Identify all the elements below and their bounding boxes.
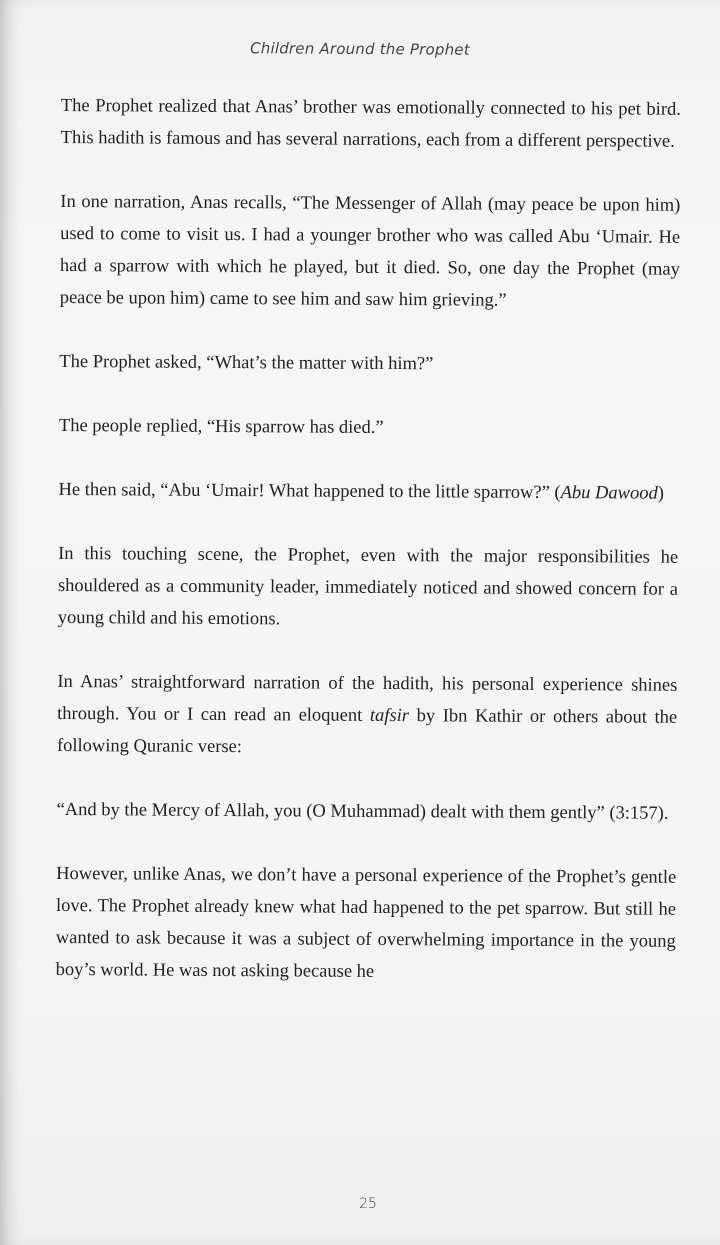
page-number: 25 <box>359 1196 377 1212</box>
running-head: Children Around the Prophet <box>250 39 470 59</box>
paragraph-6: In this touching scene, the Prophet, even with the major responsibilities he shouldered as a community leader, immediately noticed and showed concern for a young child and his emotions. <box>57 543 679 630</box>
paragraph-4: The people replied, “His sparrow has died.” <box>58 415 384 438</box>
paragraph-2: In one narration, Anas recalls, “The Messenger of Allah (may peace be upon him) used to come to visit us. I had a younger brother who was called Abu ‘Umair. He had a sparrow with which he played, but it died. So, one day the Prophet (may peace be upon him) came to see him and saw him grieving.” <box>59 191 681 311</box>
gutter-mark-top <box>0 60 6 70</box>
paragraph-5-text: He then said, “Abu ‘Umair! What happened to the little sparrow?” ( <box>58 479 561 504</box>
paragraph-5 <box>58 474 678 510</box>
citation-abu-dawood: Abu Dawood <box>560 483 658 504</box>
paragraph-7-after: by Ibn Kathir or others about the following Quranic verse: <box>56 706 678 758</box>
term-tafsir: tafsir <box>369 705 410 727</box>
page-body <box>55 90 681 1022</box>
paragraph-9: However, unlike Anas, we don’t have a personal experience of the Prophet’s gentle love. The Prophet already knew what had happened to the pet sparrow. But still he wanted to ask because it was a subject of overwhelming importance in the young boy’s world. He was not asking because he <box>55 863 677 982</box>
paragraph-5-close: ) <box>657 483 664 504</box>
paragraph-3: The Prophet asked, “What’s the matter with him?” <box>59 351 434 375</box>
paragraph-1: The Prophet realized that Anas’ brother was emotionally connected to his pet bird. This hadith is famous and has several narrations, each from a different perspective. <box>60 95 681 152</box>
quranic-verse-quote: “And by the Mercy of Allah, you (O Muhammad) dealt with them gently” (3:157). <box>56 799 669 824</box>
paragraph-7-before: In Anas’ straightforward narration of the hadith, his personal experience shines through. You or I can read an eloquent <box>57 671 678 726</box>
paragraph-7 <box>57 666 678 766</box>
